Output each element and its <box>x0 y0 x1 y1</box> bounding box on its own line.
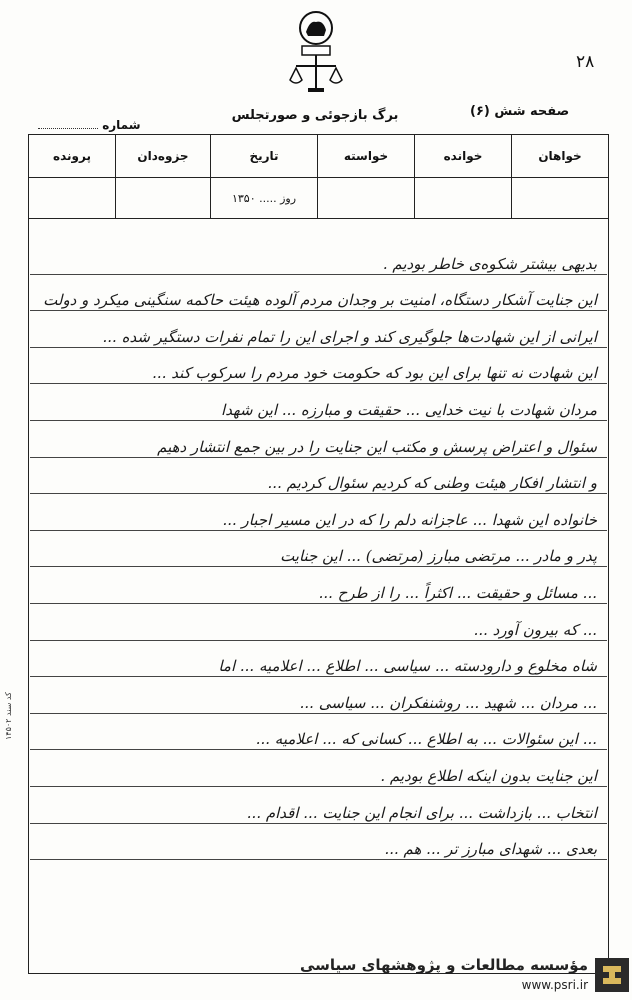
handwriting-line <box>30 569 607 606</box>
col-plaintiff: خواهان <box>512 135 609 178</box>
handwriting-line <box>30 716 607 753</box>
cell-case-file <box>29 178 116 219</box>
handwriting-text: خانواده این شهدا ... عاجزانه دلم را که در این مسیر اجبار ... <box>222 510 597 529</box>
handwriting-text: ... مسائل و حقیقت ... اکثراً ... را از طرح ... <box>318 583 597 602</box>
handwriting-line <box>30 606 607 643</box>
institute-name: مؤسسه مطالعات و پژوهشهای سیاسی <box>299 956 588 974</box>
handwriting-text: ... این سئوالات ... به اطلاع ... کسانی که ... اعلامیه ... <box>255 730 597 749</box>
handwriting-text: این جنایت بدون اینکه اطلاع بودیم . <box>380 766 597 785</box>
cell-claim <box>318 178 415 219</box>
institute-logo-icon <box>595 958 629 992</box>
form-title: برگ بازجوئی و صورتجلس <box>231 108 399 123</box>
handwriting-text: ایرانی از این شهادت‌ها جلوگیری کند و اجرای این را تمام نفرات دستگیر شده ... <box>102 327 597 346</box>
handwriting-text: این شهادت نه تنها برای این بود که حکومت خود مردم را سرکوب کند ... <box>152 364 597 383</box>
col-defendant: خوانده <box>415 135 512 178</box>
handwriting-line <box>30 496 607 533</box>
handwriting-text: انتخاب ... بازداشت ... برای انجام این جنایت ... اقدام ... <box>246 803 597 822</box>
cell-defendant <box>415 178 512 219</box>
handwriting-line <box>30 752 607 789</box>
handwriting-text: بدیهی بیشتر شکوه‌ی خاطر بودیم . <box>382 254 597 273</box>
page-number: ۲۸ <box>576 52 595 72</box>
number-dotted-line <box>38 128 98 129</box>
handwriting-line <box>30 277 607 314</box>
handwriting-line <box>30 643 607 680</box>
cell-date <box>211 178 318 219</box>
handwriting-line <box>30 826 607 863</box>
handwriting-text: و انتشار افکار هیئت وطنی که کردیم سئوال کردیم ... <box>267 474 597 493</box>
side-code-text: کد سند ۱۴۵۰۲ <box>4 692 13 740</box>
handwriting-line <box>30 789 607 826</box>
handwriting-line <box>30 240 607 277</box>
side-document-code <box>2 640 16 740</box>
col-date: تاریخ <box>211 135 318 178</box>
handwriting-text: سئوال و اعتراض پرسش و مکتب این جنایت را در بین جمع انتشار دهیم <box>157 437 597 456</box>
page-label-text: صفحه شش (۶) <box>470 104 570 119</box>
institute-url: www.psri.ir <box>521 978 588 992</box>
header-table <box>28 134 609 219</box>
page-label <box>470 104 569 119</box>
handwriting-text: بعدی ... شهدای مبارز تر ... هم ... <box>384 840 597 859</box>
number-label-text: شماره <box>102 118 141 132</box>
handwriting-text: شاه مخلوع و دارودسته ... سیاسی ... اطلاع ... اعلامیه ... اما <box>218 657 597 676</box>
handwriting-line <box>30 533 607 570</box>
handwriting-line <box>30 313 607 350</box>
handwriting-line <box>30 423 607 460</box>
col-folder: جزوه‌دان <box>116 135 211 178</box>
handwriting-line <box>30 679 607 716</box>
handwriting-line <box>30 350 607 387</box>
cell-folder <box>116 178 211 219</box>
handwriting-text: ... مردان ... شهید ... روشنفکران ... سیاسی ... <box>299 693 597 712</box>
handwriting-text: مردان شهادت با نیت خدایی ... حقیقت و مبارزه ... این شهدا <box>221 400 597 419</box>
handwriting-text: این جنایت آشکار دستگاه، امنیت بر وجدان مردم آلوده هیئت حاکمه سنگینی میکرد و دولت <box>43 291 597 310</box>
date-value: روز ..... ۱۳۵۰ <box>231 192 297 205</box>
col-claim: خواسته <box>318 135 415 178</box>
col-case-file: پرونده <box>29 135 116 178</box>
number-label <box>38 118 141 132</box>
judiciary-emblem-icon <box>286 6 346 98</box>
handwriting-text: پدر و مادر ... مرتضی مبارز (مرتضی) ... این جنایت <box>280 547 597 566</box>
cell-plaintiff <box>512 178 609 219</box>
handwriting-line <box>30 386 607 423</box>
handwriting-text: ... که بیرون آورد ... <box>473 620 597 639</box>
handwritten-body <box>30 240 607 862</box>
handwriting-line <box>30 460 607 497</box>
